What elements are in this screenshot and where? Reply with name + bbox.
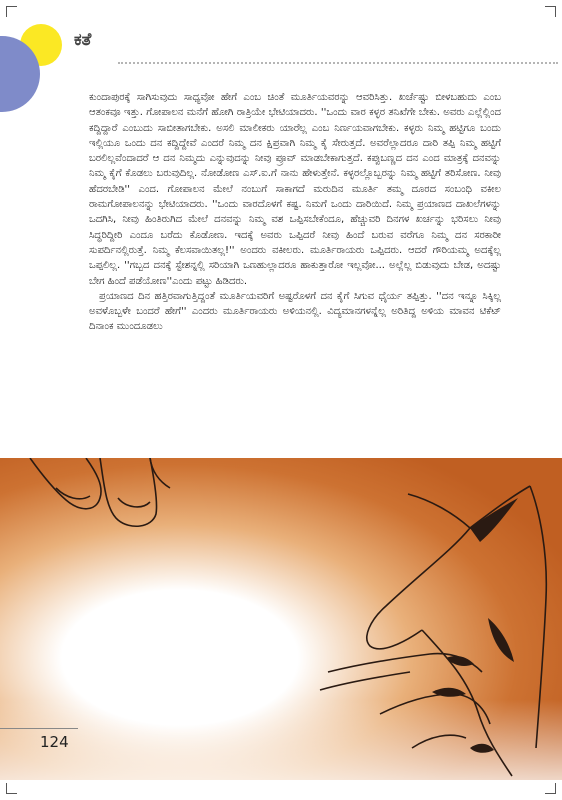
crop-mark-top-right xyxy=(545,6,556,17)
crop-mark-bottom-right xyxy=(545,783,556,794)
page-number: 124 xyxy=(40,733,69,751)
dotted-divider xyxy=(118,62,558,64)
section-title: ಕತೆ xyxy=(74,30,92,50)
cow-and-hand-illustration xyxy=(0,458,562,780)
crop-mark-bottom-left xyxy=(6,783,17,794)
crop-mark-top-left xyxy=(6,6,17,17)
story-body xyxy=(89,90,501,335)
page-number-rule xyxy=(0,728,78,729)
paragraph-1: ಕುಂದಾಪುರಕ್ಕೆ ಸಾಗಿಸುವುದು ಸಾಧ್ಯವೋ ಹೇಗೆ ಎಂಬ ಚಿಂತೆ ಮೂರ್ತಿಯವರನ್ನು ಆವರಿಸಿತ್ತು. ಖರ್ಚೆಷ್ಟು ಬೀಳಬಹುದು ಎಂಬ ಆತಂಕವೂ ಇತ್ತು. ಗೋಪಾಲನ ಮನೆಗೆ ಹೋಗಿ ರಾತ್ರಿಯೇ ಭೇಟಿಯಾದರು. ''ಒಂದು ವಾರ ಕಳ್ಳರ ತನಿಖೆಗೇ ಬೇಕು. ಅವರು ಎಲ್ಲೆಲ್ಲಿಂದ ಕದ್ದಿದ್ದಾರೆ ಎಂಬುದು ಸಾಬೀತಾಗಬೇಕು. ಅಸಲಿ ಮಾಲೀಕರು ಯಾರೆಲ್ಲ ಎಂಬ ನಿರ್ಣಯವಾಗಬೇಕು. ಕಳ್ಳರು ನಿಮ್ಮ ಹಟ್ಟಿಗೂ ಬಂದು ಇಲ್ಲಿಯೂ ಒಂದು ದನ ಕದ್ದಿದ್ದೇವೆ ಎಂದರೆ ನಿಮ್ಮ ದನ ಕ್ಷಿಪ್ರವಾಗಿ ನಿಮ್ಮ ಕೈ ಸೇರುತ್ತದೆ. ಅವರೆಲ್ಲಾದರೂ ದಾರಿ ತಪ್ಪಿ ನಿಮ್ಮ ಹಟ್ಟಿಗೆ ಬರಲಿಲ್ಲವೆಂದಾದರೆ ಆ ದನ ನಿಮ್ಮದು ಎನ್ನುವುದನ್ನು ನೀವು ಪ್ರೂವ್ ಮಾಡಬೇಕಾಗುತ್ತದೆ. ಕಪ್ಪುಬಣ್ಣದ ದನ ಎಂದ ಮಾತ್ರಕ್ಕೆ ದನವನ್ನು ನಿಮ್ಮ ಕೈಗೆ ಕೊಡಲು ಬರುವುದಿಲ್ಲ. ನೋಡೋಣ ಎಸ್.ಐ.ಗೆ ನಾನು ಹೇಳುತ್ತೇನೆ. ಕಳ್ಳರಲ್ಲೊಬ್ಬರನ್ನು ನಿಮ್ಮ ಹಟ್ಟಿಗೆ ತರಿಸೋಣ. ನೀವು ಹೆದರಬೇಡಿ'' ಎಂದ. ಗೋಪಾಲನ ಮೇಲೆ ನಂಬುಗೆ ಸಾಕಾಗದೆ ಮರುದಿನ ಮೂರ್ತಿ ತಮ್ಮ ದೂರದ ಸಂಬಂಧಿ ವಕೀಲ ರಾಮಗೋಪಾಲನನ್ನು ಭೇಟಿಯಾದರು. ''ಒಂದು ವಾರದೊಳಗೆ ಕಷ್ಟ. ನಿಮಗೆ ಒಂದು ದಾರಿಯಿದೆ. ನಿಮ್ಮ ಪ್ರಯಾಣದ ದಾಖಲೆಗಳನ್ನು ಒದಗಿಸಿ, ನೀವು ಹಿಂತಿರುಗಿದ ಮೇಲೆ ದನವನ್ನು ನಿಮ್ಮ ವಶ ಒಪ್ಪಿಸಬೇಕೆಂದೂ, ಹೆಚ್ಚುವರಿ ದಿನಗಳ ಖರ್ಚನ್ನು ಭರಿಸಲು ನೀವು ಸಿದ್ಧರಿದ್ದೀರಿ ಎಂದೂ ಬರೆದು ಕೊಡೋಣ. ಇದಕ್ಕೆ ಅವರು ಒಪ್ಪಿದರೆ ನೀವು ಹಿಂದೆ ಬರುವ ವರೆಗೂ ನಿಮ್ಮ ದನ ಸರಕಾರೀ ಸುಪರ್ದಿನಲ್ಲಿರುತ್ತೆ. ನಿಮ್ಮ ಕೆಲಸವಾಯಿತಲ್ಲ!'' ಅಂದರು ವಕೀಲರು. ಮೂರ್ತಿರಾಯರು ಒಪ್ಪಿದರು. ಆದರೆ ಗೌರಿಯಮ್ಮ ಅದಕ್ಕೆಲ್ಲ ಒಪ್ಪಲಿಲ್ಲ. ''ಗಬ್ಬದ ದನಕ್ಕೆ ಸ್ಟೇಶನ್ನಲ್ಲಿ ಸರಿಯಾಗಿ ಒಣಹುಲ್ಲಾದರೂ ಹಾಕುತ್ತಾರೋ ಇಲ್ಲವೋ... ಅಲ್ಲೆಲ್ಲ ಬಿಡುವುದು ಬೇಡ, ಅದಷ್ಟು ಬೇಗ ಹಿಂದೆ ಪಡೆಯೋಣ''ಎಂದು ಪಟ್ಟು ಹಿಡಿದರು. xyxy=(89,92,501,287)
paragraph-2: ಪ್ರಯಾಣದ ದಿನ ಹತ್ತಿರವಾಗುತ್ತಿದ್ದಂತೆ ಮೂರ್ತಿಯವರಿಗೆ ಅಷ್ಟರೊಳಗೆ ದನ ಕೈಗೆ ಸಿಗುವ ಧೈರ್ಯ ತಪ್ಪಿತ್ತು. ''ದನ ಇನ್ನೂ ಸಿಕ್ಕಿಲ್ಲ ಅವಳೊಬ್ಬಳೇ ಬಂದರೆ ಹೇಗೆ'' ಎಂದರು ಮೂರ್ತಿರಾಯರು ಅಳಿಯನಲ್ಲಿ. ವಿದ್ಯಮಾನಗಳನ್ನೆಲ್ಲ ಅರಿತಿದ್ದ ಅಳಿಯ ಮಾವನ ಟಿಕೆಟ್ ದಿನಾಂಕ ಮುಂದೂಡಲು xyxy=(89,290,501,333)
